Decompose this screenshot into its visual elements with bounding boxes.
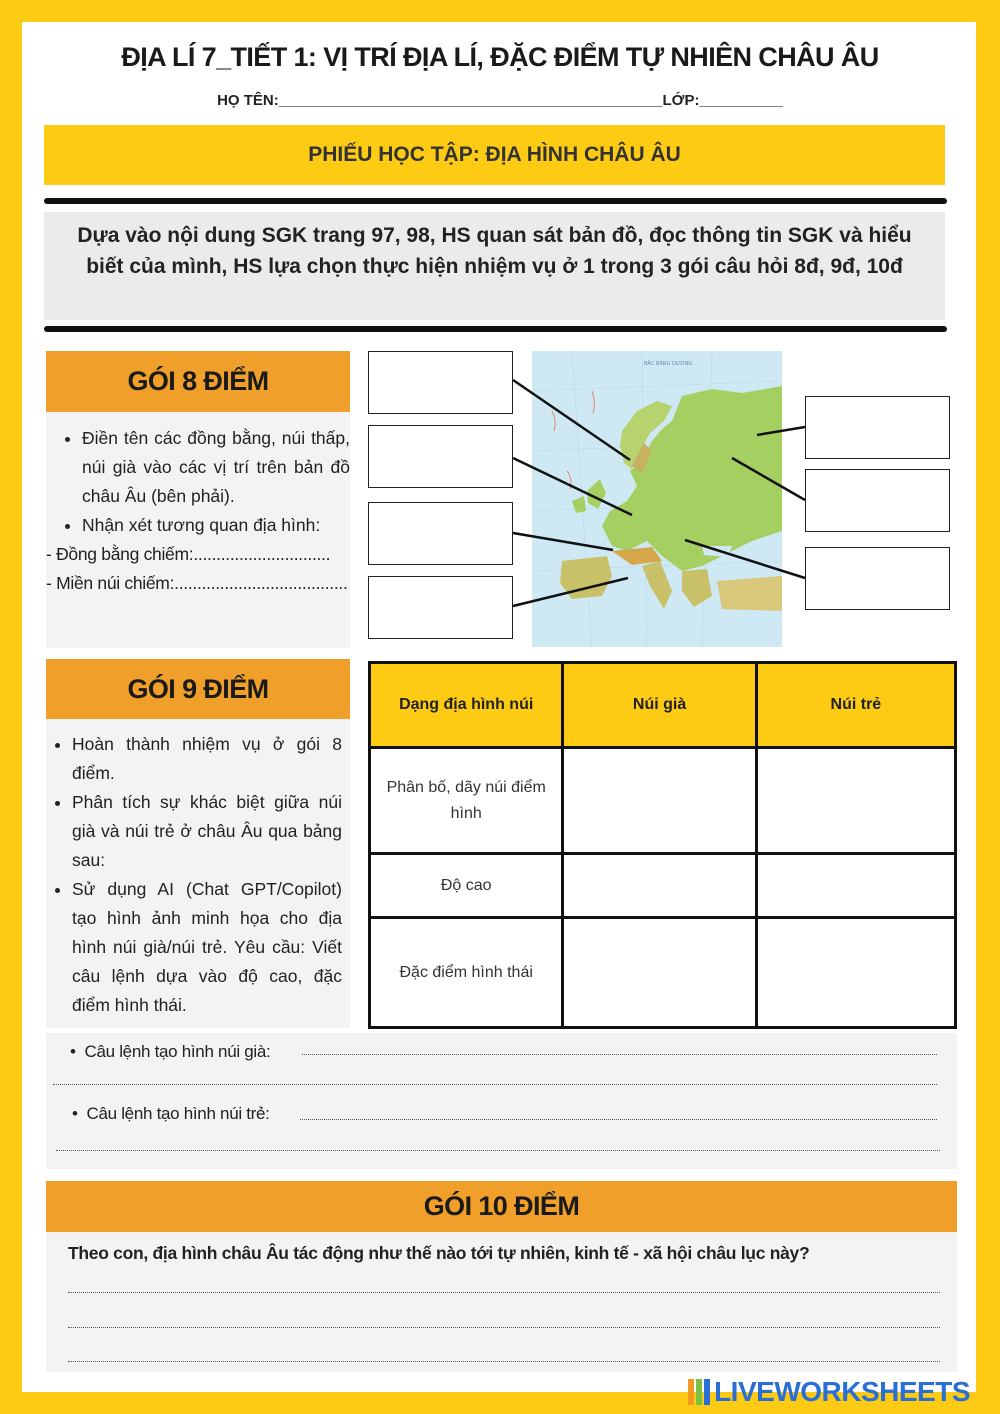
pack10-title xyxy=(46,1181,957,1232)
table-header-cell: Dạng địa hình núi xyxy=(370,663,563,748)
leader-line xyxy=(513,458,632,515)
pack9-bullet: • Sử dụng AI (Chat GPT/Copilot) tạo hình ảnh minh họa cho địa hình núi già/núi trẻ. Yêu cầu: Viết câu lệnh dựa vào độ cao, đặc điểm hình thái. xyxy=(72,875,342,1020)
table-row xyxy=(370,918,956,1028)
leader-line xyxy=(513,533,613,550)
ocean-label: BẮC BĂNG DƯƠNG xyxy=(644,361,693,367)
answer-line[interactable] xyxy=(56,1150,940,1151)
young-mountain-prompt-label: • Câu lệnh tạo hình núi trẻ: xyxy=(72,1104,270,1123)
leader-line xyxy=(685,540,805,578)
answer-cell[interactable] xyxy=(756,918,955,1028)
young-mountain-prompt-text: Câu lệnh tạo hình núi trẻ: xyxy=(86,1104,270,1123)
logo-text: LIVEWORKSHEETS xyxy=(714,1376,970,1407)
pack9-bullet: • Hoàn thành nhiệm vụ ở gói 8 điểm. xyxy=(72,730,342,788)
pack8-bullet: • Nhận xét tương quan địa hình: xyxy=(82,511,350,540)
table-row xyxy=(370,854,956,918)
pack10-question: Theo con, địa hình châu Âu tác động như thế nào tới tự nhiên, kinh tế - xã hội châu lục này? xyxy=(68,1243,810,1263)
liveworksheets-logo-icon xyxy=(688,1379,710,1405)
answer-line[interactable] xyxy=(302,1054,937,1055)
answer-line[interactable] xyxy=(300,1119,937,1120)
pack9-title-text: GÓI 9 ĐIỂM xyxy=(127,673,269,704)
mountain-percent-line: - Miền núi chiếm:...................................... xyxy=(46,573,348,593)
pack10-title-text: GÓI 10 ĐIỂM xyxy=(423,1191,580,1221)
banner-label: PHIẾU HỌC TẬP: ĐỊA HÌNH CHÂU ÂU xyxy=(308,143,681,166)
old-mountain-prompt-text: Câu lệnh tạo hình núi già: xyxy=(84,1042,271,1061)
answer-cell[interactable] xyxy=(563,854,756,918)
answer-line[interactable] xyxy=(68,1361,940,1362)
old-mountain-prompt-label: • Câu lệnh tạo hình núi già: xyxy=(70,1042,271,1061)
answer-line[interactable] xyxy=(68,1327,940,1328)
mountain-comparison-table xyxy=(368,661,957,1029)
pack9-title xyxy=(46,659,350,719)
answer-cell[interactable] xyxy=(756,854,955,918)
intro-text: Dựa vào nội dung SGK trang 97, 98, HS quan sát bản đồ, đọc thông tin SGK và hiểu biết của mình, HS lựa chọn thực hiện nhiệm vụ ở 1 trong 3 gói câu hỏi 8đ, 9đ, 10đ xyxy=(44,212,945,320)
table-row xyxy=(370,748,956,854)
pack9-instructions xyxy=(46,730,342,1020)
map-leader-lines xyxy=(0,0,1000,700)
answer-cell[interactable] xyxy=(756,748,955,854)
leader-line xyxy=(732,458,805,500)
table-header-row xyxy=(370,663,956,748)
pack8-title-text: GÓI 8 ĐIỂM xyxy=(127,366,269,396)
row-label: Đặc điểm hình thái xyxy=(370,918,563,1028)
pack8-bullet: • Điền tên các đồng bằng, núi thấp, núi già vào các vị trí trên bản đồ châu Âu (bên phải). xyxy=(82,424,350,511)
row-label: Phân bố, dãy núi điểm hình xyxy=(370,748,563,854)
name-class-row: HỌ TÊN:______________________________________________LỚP:__________ xyxy=(217,92,783,109)
answer-line[interactable] xyxy=(53,1084,937,1085)
leader-line xyxy=(757,427,805,435)
row-label: Độ cao xyxy=(370,854,563,918)
table-header-cell: Núi già xyxy=(563,663,756,748)
answer-cell[interactable] xyxy=(563,918,756,1028)
leader-line xyxy=(513,578,628,606)
table-header-cell: Núi trẻ xyxy=(756,663,955,748)
answer-line[interactable] xyxy=(68,1292,940,1293)
plain-percent-line: - Đồng bằng chiếm:.............................. xyxy=(46,544,331,564)
answer-cell[interactable] xyxy=(563,748,756,854)
leader-line xyxy=(513,380,630,460)
page-title: ĐỊA LÍ 7_TIẾT 1: VỊ TRÍ ĐỊA LÍ, ĐẶC ĐIỂM TỰ NHIÊN CHÂU ÂU xyxy=(121,42,879,72)
liveworksheets-logo xyxy=(688,1376,970,1408)
pack9-bullet: • Phân tích sự khác biệt giữa núi già và núi trẻ ở châu Âu qua bảng sau: xyxy=(72,788,342,875)
